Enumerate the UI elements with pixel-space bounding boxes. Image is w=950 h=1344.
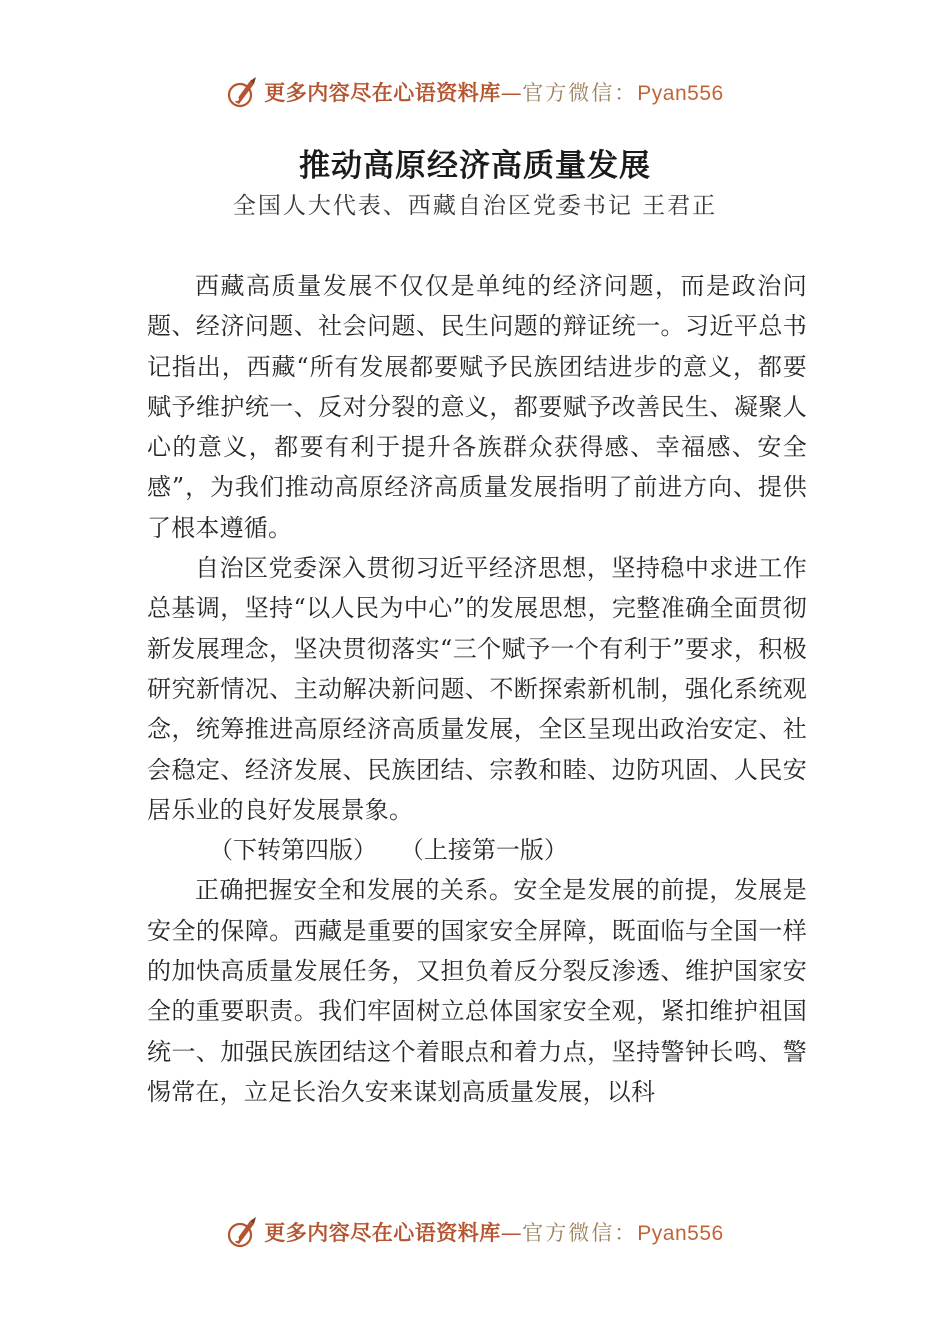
paragraph-1: 西藏高质量发展不仅仅是单纯的经济问题，而是政治问题、经济问题、社会问题、民生问题的辩证统一。习近平总书记指出，西藏“所有发展都要赋予民族团结进步的意义，都要赋予维护统一、反对分裂的意义，都要赋予改善民生、凝聚人心的意义，都要有利于提升各族群众获得感、幸福感、安全感”，为我们推动高原经济高质量发展指明了前进方向、提供了根本遵循。: [147, 272, 807, 542]
pen-quill-logo-icon: [226, 75, 260, 109]
footer-banner-text: [264, 1217, 723, 1247]
pen-quill-logo-icon: [226, 1215, 260, 1249]
banner-dash: —: [500, 1221, 523, 1245]
continuation-note: （下转第四版） （上接第一版）: [209, 836, 568, 865]
banner-wechat-label: 官方微信：: [522, 1221, 638, 1245]
header-banner-text: [264, 77, 723, 107]
banner-lead: 更多内容尽在心语资料库: [264, 1221, 501, 1245]
article-body: [147, 266, 807, 1112]
banner-wechat-id: Pyan556: [637, 82, 724, 105]
banner-wechat-id: Pyan556: [637, 1222, 724, 1245]
paragraph-3: 正确把握安全和发展的关系。安全是发展的前提，发展是安全的保障。西藏是重要的国家安全屏障，既面临与全国一样的加快高质量发展任务，又担负着反分裂反渗透、维护国家安全的重要职责。我们牢固树立总体国家安全观，紧扣维护祖国统一、加强民族团结这个着眼点和着力点，坚持警钟长鸣、警惕常在，立足长治久安来谋划高质量发展，以科: [147, 876, 807, 1106]
header-banner: [0, 72, 950, 112]
paragraph-2: 自治区党委深入贯彻习近平经济思想，坚持稳中求进工作总基调，坚持“以人民为中心”的发展思想，完整准确全面贯彻新发展理念，坚决贯彻落实“三个赋予一个有利于”要求，积极研究新情况、主动解决新问题、不断探索新机制，强化系统观念，统筹推进高原经济高质量发展，全区呈现出政治安定、社会稳定、经济发展、民族团结、宗教和睦、边防巩固、人民安居乐业的良好发展景象。: [147, 554, 807, 824]
banner-dash: —: [500, 81, 523, 105]
article-title: 推动高原经济高质量发展: [299, 148, 651, 184]
banner-lead: 更多内容尽在心语资料库: [264, 81, 501, 105]
banner-wechat-label: 官方微信：: [522, 81, 638, 105]
article-byline: 全国人大代表、西藏自治区党委书记 王君正: [232, 193, 718, 219]
footer-banner: [0, 1212, 950, 1252]
